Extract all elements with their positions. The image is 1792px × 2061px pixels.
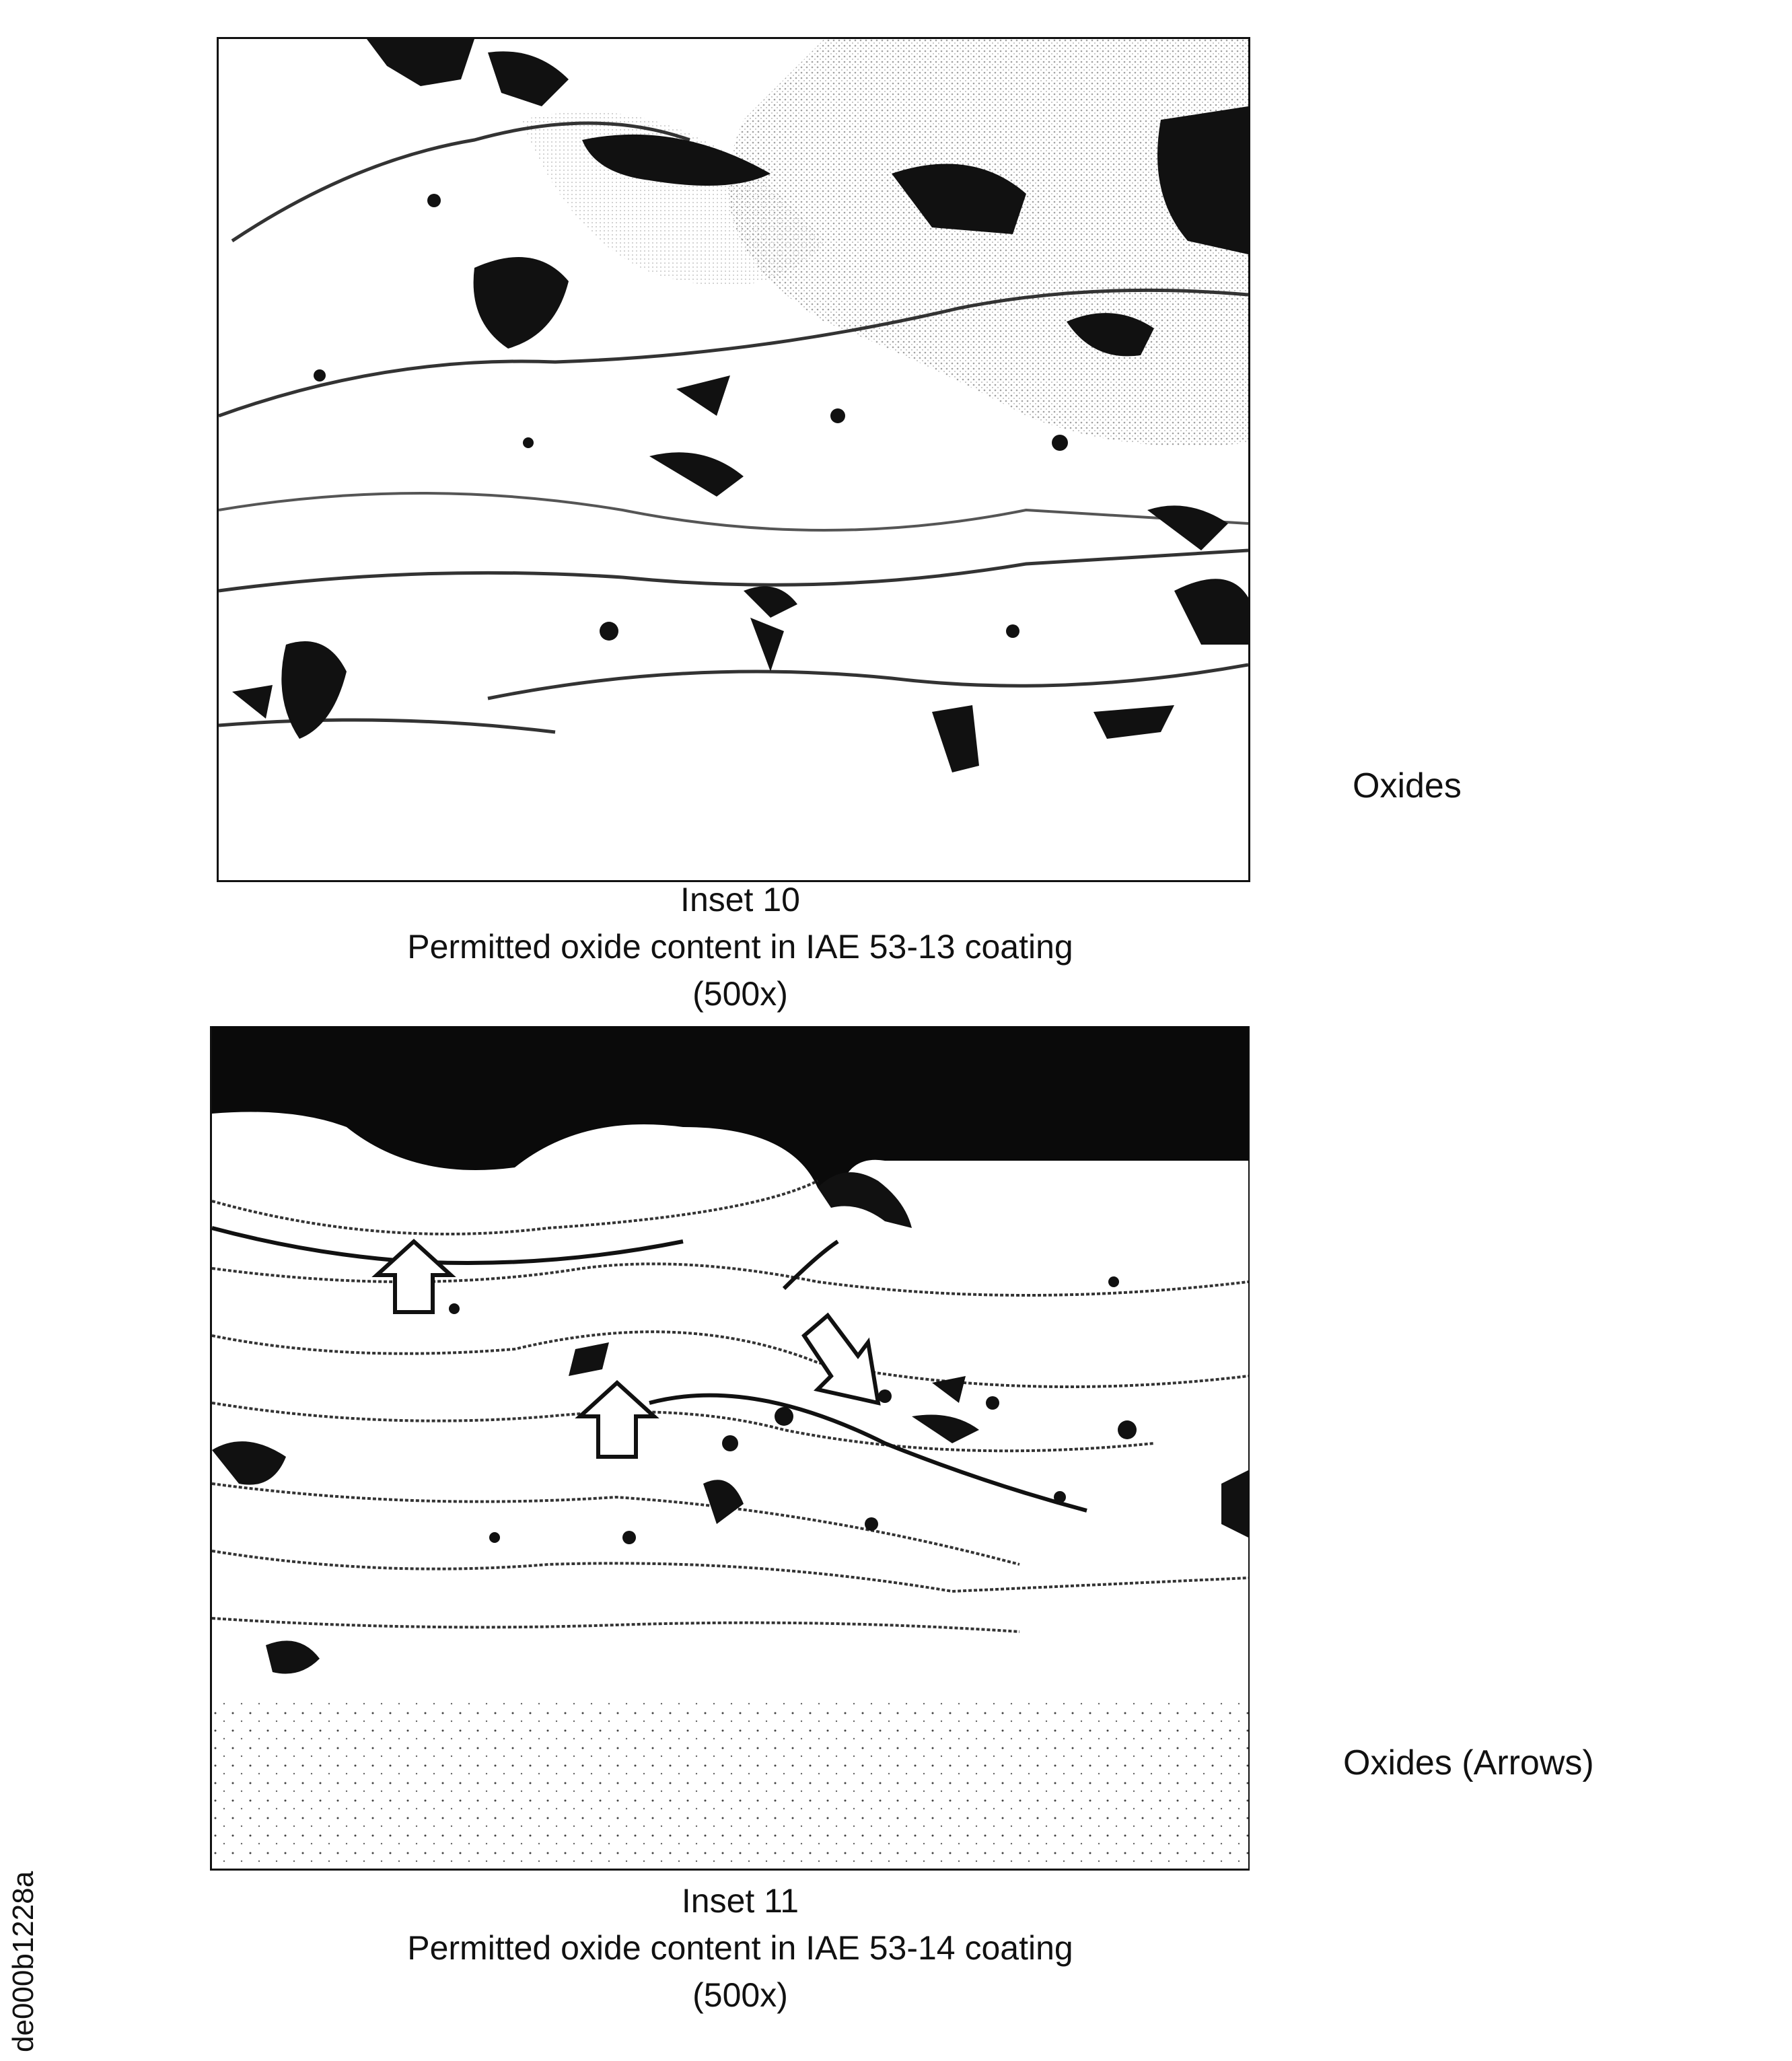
oxides-label: Oxides [1353, 766, 1462, 805]
inset-10-label: Inset 10 [680, 881, 800, 918]
oxides-arrows-label: Oxides (Arrows) [1343, 1743, 1594, 1782]
inset-11-micrograph [210, 1026, 1250, 1871]
inset-10-magnification: (500x) [692, 975, 788, 1013]
document-id: de000b1228a [7, 1871, 40, 2052]
inset-11-label: Inset 11 [681, 1882, 799, 1920]
inset-10-description: Permitted oxide content in IAE 53-13 coating [407, 928, 1073, 966]
inset-11-description: Permitted oxide content in IAE 53-14 coating [407, 1929, 1073, 1967]
inset-10-caption [0, 876, 1480, 1017]
micrograph-oxide-layers [219, 39, 1248, 880]
inset-11-caption [0, 1877, 1480, 2019]
inset-11-magnification: (500x) [692, 1976, 788, 2014]
inset-10-micrograph [217, 37, 1250, 882]
micrograph-oxide-layers-with-arrows [212, 1026, 1248, 1869]
